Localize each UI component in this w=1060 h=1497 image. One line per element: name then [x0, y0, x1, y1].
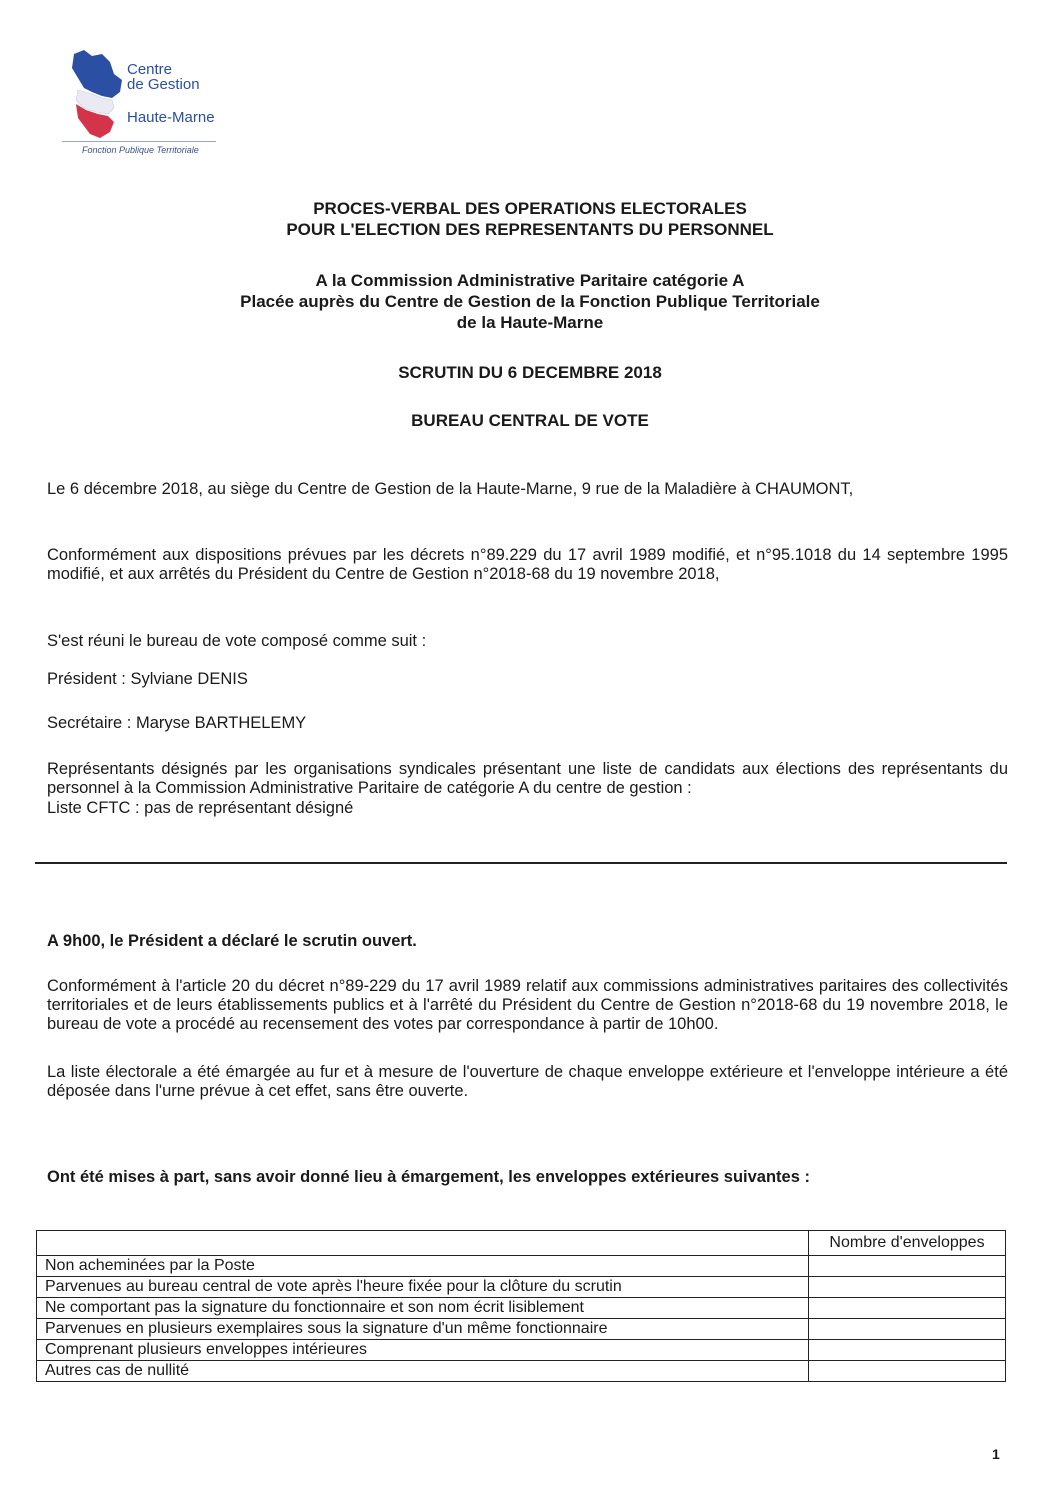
table-row-label: Non acheminées par la Poste — [37, 1256, 809, 1277]
logo-text-haute-marne: Haute-Marne — [127, 109, 215, 126]
bureau-heading — [0, 410, 1060, 431]
bureau-reuni-paragraph: S'est réuni le bureau de vote composé comme suit : — [47, 632, 427, 650]
logo — [62, 48, 242, 163]
section-divider — [35, 862, 1007, 864]
table-row — [37, 1361, 1006, 1382]
table-row-label: Comprenant plusieurs enveloppes intérieures — [37, 1340, 809, 1361]
president-line: Président : Sylviane DENIS — [47, 670, 248, 688]
table-row-value[interactable] — [809, 1256, 1006, 1277]
table-row — [37, 1256, 1006, 1277]
article20-paragraph: Conformément à l'article 20 du décret n°89-229 du 17 avril 1989 relatif aux commissions administratives paritaires des collectivités territoriales et de leurs établissements publics et à l'arrêté du Président du Centre de Gestion n°2018-68 du 19 novembre 2018, le bureau de vote a procédé au recensement des votes par correspondance à partir de 10h00. — [47, 977, 1008, 1033]
table-row — [37, 1298, 1006, 1319]
title-line-2: POUR L'ELECTION DES REPRESENTANTS DU PERSONNEL — [286, 220, 774, 239]
document-title — [0, 198, 1060, 240]
representants-paragraph: Représentants désignés par les organisations syndicales présentant une liste de candidats aux élections des représentants du personnel à la Commission Administrative Paritaire de catégorie A du centre de gestion : — [47, 760, 1008, 797]
bureau-text: BUREAU CENTRAL DE VOTE — [411, 411, 649, 430]
table-row — [37, 1340, 1006, 1361]
mises-a-part-line: Ont été mises à part, sans avoir donné lieu à émargement, les enveloppes extérieures suivantes : — [47, 1168, 810, 1186]
liste-cftc-line: Liste CFTC : pas de représentant désigné — [47, 799, 354, 817]
table-row — [37, 1319, 1006, 1340]
table-row-label: Parvenues en plusieurs exemplaires sous la signature d'un même fonctionnaire — [37, 1319, 809, 1340]
subtitle-line-2: Placée auprès du Centre de Gestion de la Fonction Publique Territoriale — [240, 292, 820, 311]
table-header-nombre: Nombre d'enveloppes — [809, 1231, 1006, 1256]
dispositions-paragraph: Conformément aux dispositions prévues par les décrets n°89.229 du 17 avril 1989 modifié, et n°95.1018 du 14 septembre 1995 modifié, et aux arrêtés du Président du Centre de Gestion n°2018-68 du 19 novembre 2018, — [47, 546, 1008, 583]
haute-marne-map-icon — [62, 48, 132, 140]
page-number: 1 — [992, 1446, 1000, 1462]
table-header-empty — [37, 1231, 809, 1256]
table-header-row — [37, 1231, 1006, 1256]
table-row-label: Parvenues au bureau central de vote après l'heure fixée pour la clôture du scrutin — [37, 1277, 809, 1298]
liste-electorale-paragraph: La liste électorale a été émargée au fur et à mesure de l'ouverture de chaque enveloppe extérieure et l'enveloppe intérieure a été déposée dans l'urne prévue à cet effet, sans être ouverte. — [47, 1063, 1008, 1100]
subtitle-line-3: de la Haute-Marne — [456, 313, 604, 332]
scrutin-text: SCRUTIN DU 6 DECEMBRE 2018 — [398, 363, 662, 382]
document-subtitle — [0, 270, 1060, 333]
logo-text-centre: Centre — [127, 61, 173, 78]
logo-divider — [62, 141, 216, 142]
table-row-value[interactable] — [809, 1298, 1006, 1319]
table-row-label: Ne comportant pas la signature du fonctionnaire et son nom écrit lisiblement — [37, 1298, 809, 1319]
table-row-value[interactable] — [809, 1361, 1006, 1382]
table-row-value[interactable] — [809, 1319, 1006, 1340]
scrutin-heading — [0, 362, 1060, 383]
logo-subtitle: Fonction Publique Territoriale — [82, 145, 199, 155]
table-row-value[interactable] — [809, 1340, 1006, 1361]
table-row-value[interactable] — [809, 1277, 1006, 1298]
ouverture-line: A 9h00, le Président a déclaré le scrutin ouvert. — [47, 932, 417, 950]
enveloppes-table — [36, 1230, 1006, 1382]
title-line-1: PROCES-VERBAL DES OPERATIONS ELECTORALES — [313, 199, 747, 218]
table-row-label: Autres cas de nullité — [37, 1361, 809, 1382]
table-row — [37, 1277, 1006, 1298]
subtitle-line-1: A la Commission Administrative Paritaire catégorie A — [315, 271, 745, 290]
secretaire-line: Secrétaire : Maryse BARTHELEMY — [47, 714, 307, 732]
intro-paragraph: Le 6 décembre 2018, au siège du Centre de Gestion de la Haute-Marne, 9 rue de la Maladière à CHAUMONT, — [47, 480, 854, 498]
logo-text-de-gestion: de Gestion — [127, 76, 200, 93]
